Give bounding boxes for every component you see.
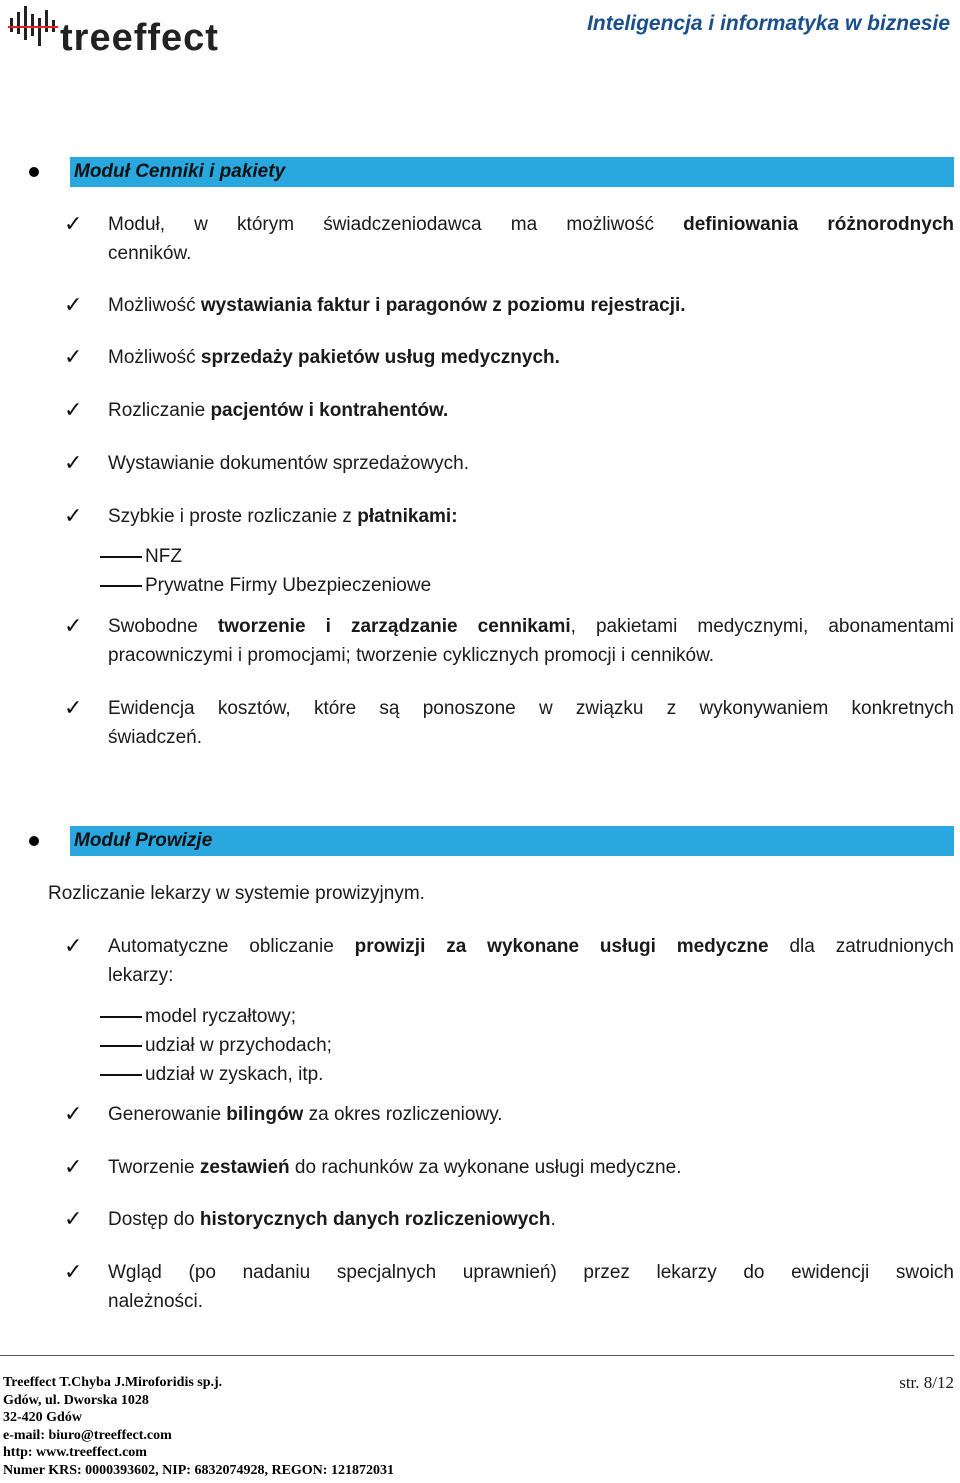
check-icon: ✓ — [64, 613, 83, 638]
footer-address: Gdów, ul. Dworska 1028 — [3, 1393, 149, 1408]
list-item-continuation: cenników. — [108, 243, 192, 264]
dash-icon — [100, 1074, 142, 1076]
bullet-dot-icon — [29, 836, 39, 846]
page-number: str. 8/12 — [899, 1373, 954, 1392]
check-icon: ✓ — [64, 211, 83, 236]
list-item: Moduł, w którym świadczeniodawca ma możliwość definiowania różnorodnych — [108, 214, 954, 235]
model-item: udział w zyskach, itp. — [145, 1064, 324, 1085]
check-icon: ✓ — [64, 1206, 83, 1231]
list-item: Tworzenie zestawień do rachunków za wykonane usługi medyczne. — [108, 1157, 682, 1178]
section-title-cenniki: Moduł Cenniki i pakiety — [74, 161, 286, 182]
check-icon: ✓ — [64, 397, 83, 422]
footer-divider — [0, 1355, 954, 1356]
bullet-dot-icon — [29, 167, 39, 177]
model-item: udział w przychodach; — [145, 1035, 332, 1056]
payer-item: Prywatne Firmy Ubezpieczeniowe — [145, 575, 432, 596]
list-item: Rozliczanie pacjentów i kontrahentów. — [108, 400, 449, 421]
dash-icon — [100, 1045, 142, 1047]
section-title-prowizje: Moduł Prowizje — [74, 830, 213, 851]
check-icon: ✓ — [64, 695, 83, 720]
footer-company: Treeffect T.Chyba J.Miroforidis sp.j. — [3, 1375, 223, 1390]
list-item: Automatyczne obliczanie prowizji za wykonane usługi medyczne dla zatrudnionych — [108, 936, 954, 957]
list-item: Ewidencja kosztów, które są ponoszone w związku z wykonywaniem konkretnych — [108, 698, 954, 719]
list-item: Możliwość sprzedaży pakietów usług medycznych. — [108, 347, 560, 368]
list-item-continuation: pracowniczymi i promocjami; tworzenie cyklicznych promocji i cenników. — [108, 645, 715, 666]
check-icon: ✓ — [64, 503, 83, 528]
footer-registration: Numer KRS: 0000393602, NIP: 6832074928, REGON: 121872031 — [3, 1463, 394, 1478]
list-item: Możliwość wystawiania faktur i paragonów z poziomu rejestracji. — [108, 295, 686, 316]
list-item: Dostęp do historycznych danych rozliczeniowych. — [108, 1209, 556, 1230]
footer-postcode: 32-420 Gdów — [3, 1410, 82, 1425]
svg-text:treeffect: treeffect — [60, 17, 219, 59]
dash-icon — [100, 585, 142, 587]
list-item: Wystawianie dokumentów sprzedażowych. — [108, 453, 469, 474]
check-icon: ✓ — [64, 292, 83, 317]
list-item-continuation: należności. — [108, 1291, 204, 1312]
list-item: Swobodne tworzenie i zarządzanie cennikami, pakietami medycznymi, abonamentami — [108, 616, 955, 637]
footer-email: e-mail: biuro@treeffect.com — [3, 1428, 172, 1443]
section-intro: Rozliczanie lekarzy w systemie prowizyjnym. — [48, 883, 425, 904]
list-item: Wgląd (po nadaniu specjalnych uprawnień) przez lekarzy do ewidencji swoich — [108, 1262, 954, 1283]
treeffect-logo — [8, 4, 298, 60]
model-item: model ryczałtowy; — [145, 1006, 296, 1027]
list-item-continuation: lekarzy: — [108, 965, 174, 986]
check-icon: ✓ — [64, 933, 83, 958]
check-icon: ✓ — [64, 450, 83, 475]
check-icon: ✓ — [64, 1259, 83, 1284]
check-icon: ✓ — [64, 1101, 83, 1126]
footer-website: http: www.treeffect.com — [3, 1445, 147, 1460]
dash-icon — [100, 556, 142, 558]
list-item: Generowanie bilingów za okres rozliczeniowy. — [108, 1104, 503, 1125]
payer-item: NFZ — [145, 546, 182, 567]
list-item: Szybkie i proste rozliczanie z płatnikami: — [108, 506, 458, 527]
document-title: Inteligencja i informatyka w biznesie — [587, 12, 950, 35]
check-icon: ✓ — [64, 1154, 83, 1179]
check-icon: ✓ — [64, 344, 83, 369]
list-item-continuation: świadczeń. — [108, 727, 202, 748]
dash-icon — [100, 1016, 142, 1018]
